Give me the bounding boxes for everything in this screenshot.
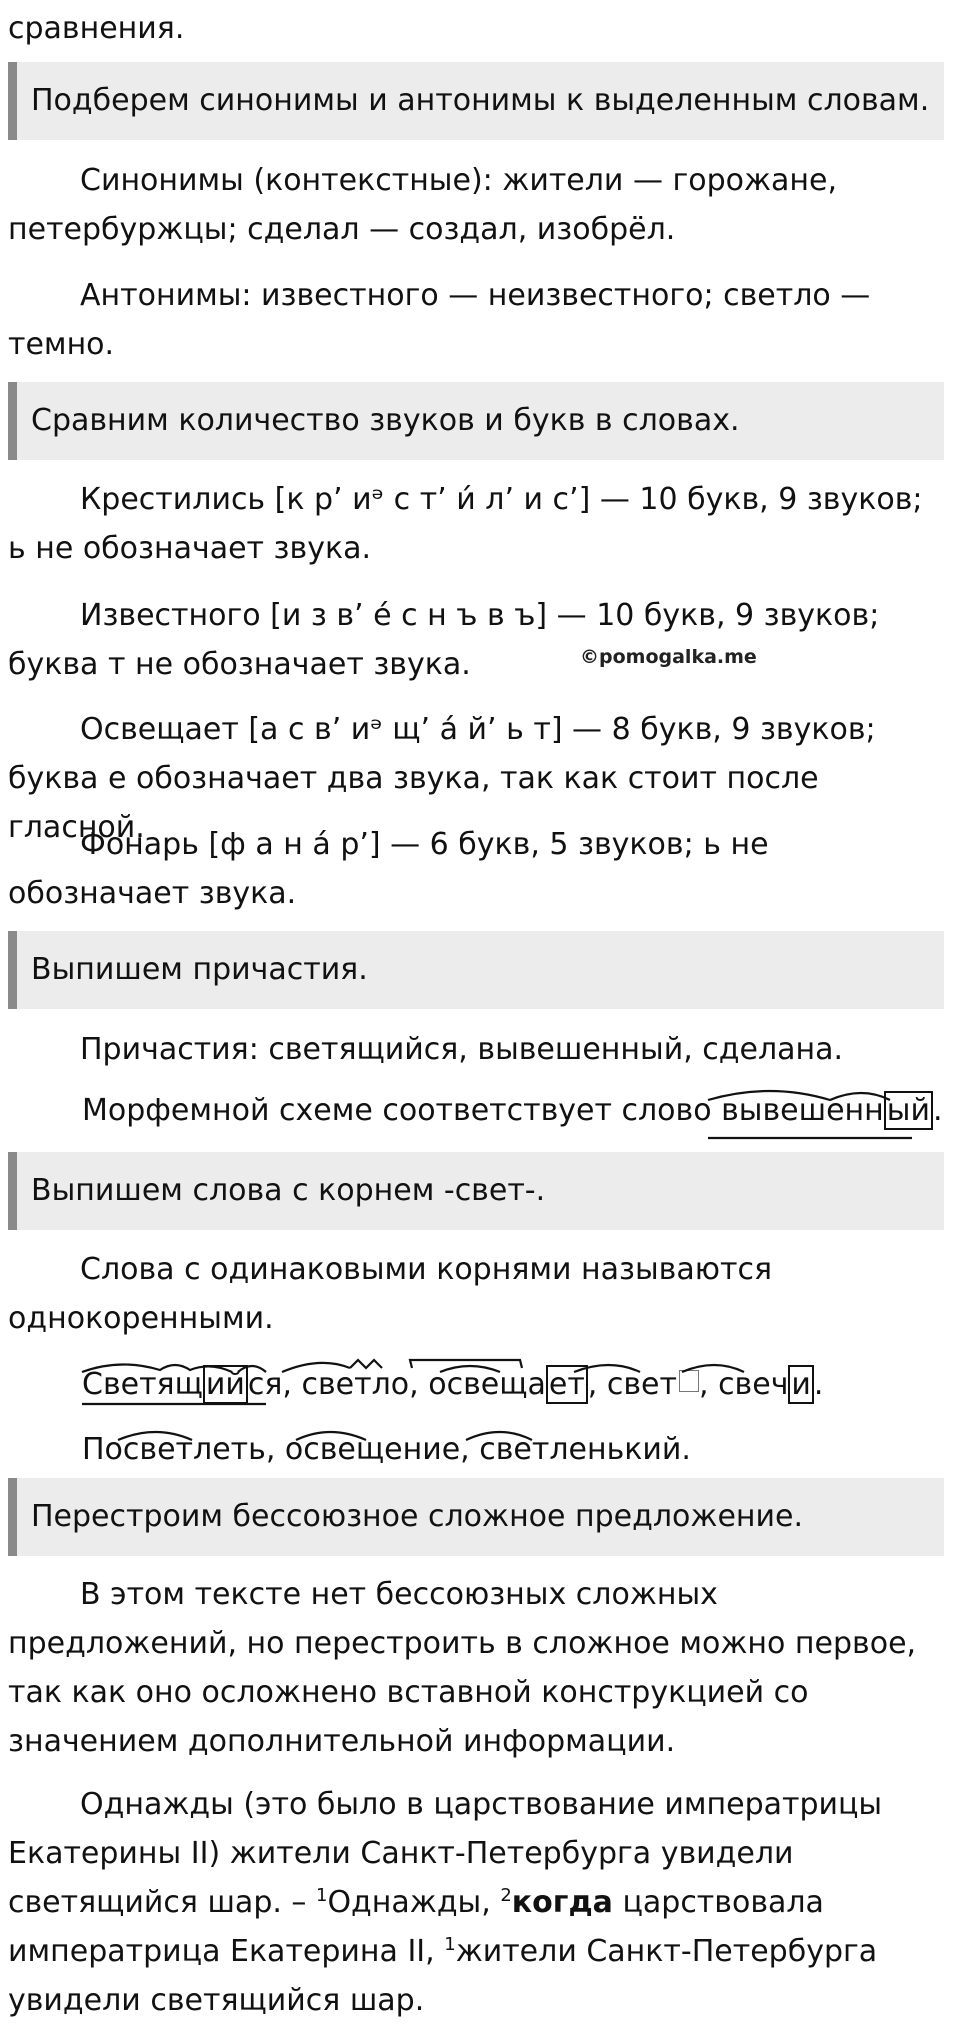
word-part: свет [606, 1367, 677, 1402]
morph-word-posvetlet: Посветлеть [82, 1432, 266, 1467]
root-arc [296, 1432, 366, 1440]
ending-box: ий [203, 1365, 248, 1404]
same-root-paragraph: Слова с одинаковыми корнями называются однокоренными. [8, 1252, 773, 1336]
word-part: свеч [718, 1367, 789, 1402]
word-part: освеща [428, 1367, 546, 1402]
top-text: сравнения. [8, 11, 185, 46]
morph-word-svetlo: светло [301, 1367, 410, 1402]
phonetic-word-2: Известного [и з в’ е́ с н ъ в ъ] — 10 букв, 9 звуков; буква т не обозначает звука. [8, 598, 880, 682]
phonetic-word-4: Фонарь [ф а н а́ р’] — 6 букв, 5 звуков; ь не обозначает звука. [8, 827, 769, 911]
morph-scheme-line: Морфемной схеме соответствует слово вывешенн ый . [82, 1093, 943, 1128]
watermark: ©pomogalka.me [580, 646, 757, 668]
synonyms-paragraph: Синонимы (контекстные): жители — горожане, петербуржцы; сделал — создал, изобрёл. [8, 163, 838, 247]
participles-paragraph: Причастия: светящийся, вывешенный, сделана. [80, 1032, 844, 1067]
antonyms-paragraph: Антонимы: известного — неизвестного; светло — темно. [8, 278, 871, 362]
separator: , [460, 1432, 480, 1467]
conjunction: когда [511, 1885, 613, 1920]
period: . [813, 1367, 824, 1402]
morph-scheme-text: Морфемной схеме соответствует слово [82, 1093, 712, 1128]
section-header-synonyms: Подберем синонимы и антонимы к выделенным словам. [8, 62, 944, 140]
main-clause-start: Однажды, [327, 1885, 491, 1920]
separator: , [265, 1432, 285, 1467]
clause-number-2: 2 [500, 1885, 512, 1906]
separator: , [409, 1367, 429, 1402]
sentence-rebuild-paragraph [8, 1780, 948, 2025]
phonetic-word-1: Крестились [к р’ иᵊ с т’ и́ л’ и с’] — 10 букв, 9 звуков; ь не обозначает звука. [8, 482, 923, 566]
separator: , [698, 1367, 719, 1402]
main-clause-end: жители Санкт-Петербурга увидели светящийся шар. [8, 1934, 878, 2018]
word-part: Светящ [82, 1367, 203, 1402]
section-header-sounds: Сравним количество звуков и букв в словах. [8, 382, 944, 460]
clause-number-1: 1 [315, 1885, 328, 1906]
subordinate-clause: царствовала императрица Екатерина II, [8, 1885, 824, 1969]
section-header-root: Выпишем слова с корнем -свет-. [8, 1152, 944, 1230]
no-bss-paragraph: В этом тексте нет бессоюзных сложных предложений, но перестроить в сложное можно первое, так как оно осложнено вставной конструкцией со значением дополнительной информации. [8, 1577, 917, 1759]
period: . [681, 1432, 691, 1467]
morph-word-stem: вывешенн [721, 1093, 884, 1128]
separator: , [587, 1367, 607, 1402]
section-header-participles: Выпишем причастия. [8, 931, 944, 1009]
section-header-bss: Перестроим бессоюзное сложное предложение. [8, 1478, 944, 1556]
postfix: ся [247, 1367, 283, 1402]
morph-word-ending: ый [884, 1091, 933, 1130]
root-arc [118, 1432, 192, 1440]
original-sentence: Однажды (это было в царствование императрицы Екатерины II) жители Санкт-Петербурга увидели светящийся шар. – [8, 1787, 883, 1920]
clause-number-1b: 1 [444, 1934, 456, 1955]
phonetic-word-3: Освещает [а с в’ иᵊ щ’ а́ й’ ь т] — 8 букв, 9 звуков; буква е обозначает два звука, так как стоит после гласной. [8, 712, 876, 845]
morph-word-osveshchenie: освещение [284, 1432, 461, 1467]
ending-box: ет [546, 1365, 588, 1404]
root-arc [466, 1432, 532, 1440]
separator: , [282, 1367, 302, 1402]
ending-box: и [788, 1365, 814, 1404]
morph-word-svetlenkiy: светленький [479, 1432, 682, 1467]
